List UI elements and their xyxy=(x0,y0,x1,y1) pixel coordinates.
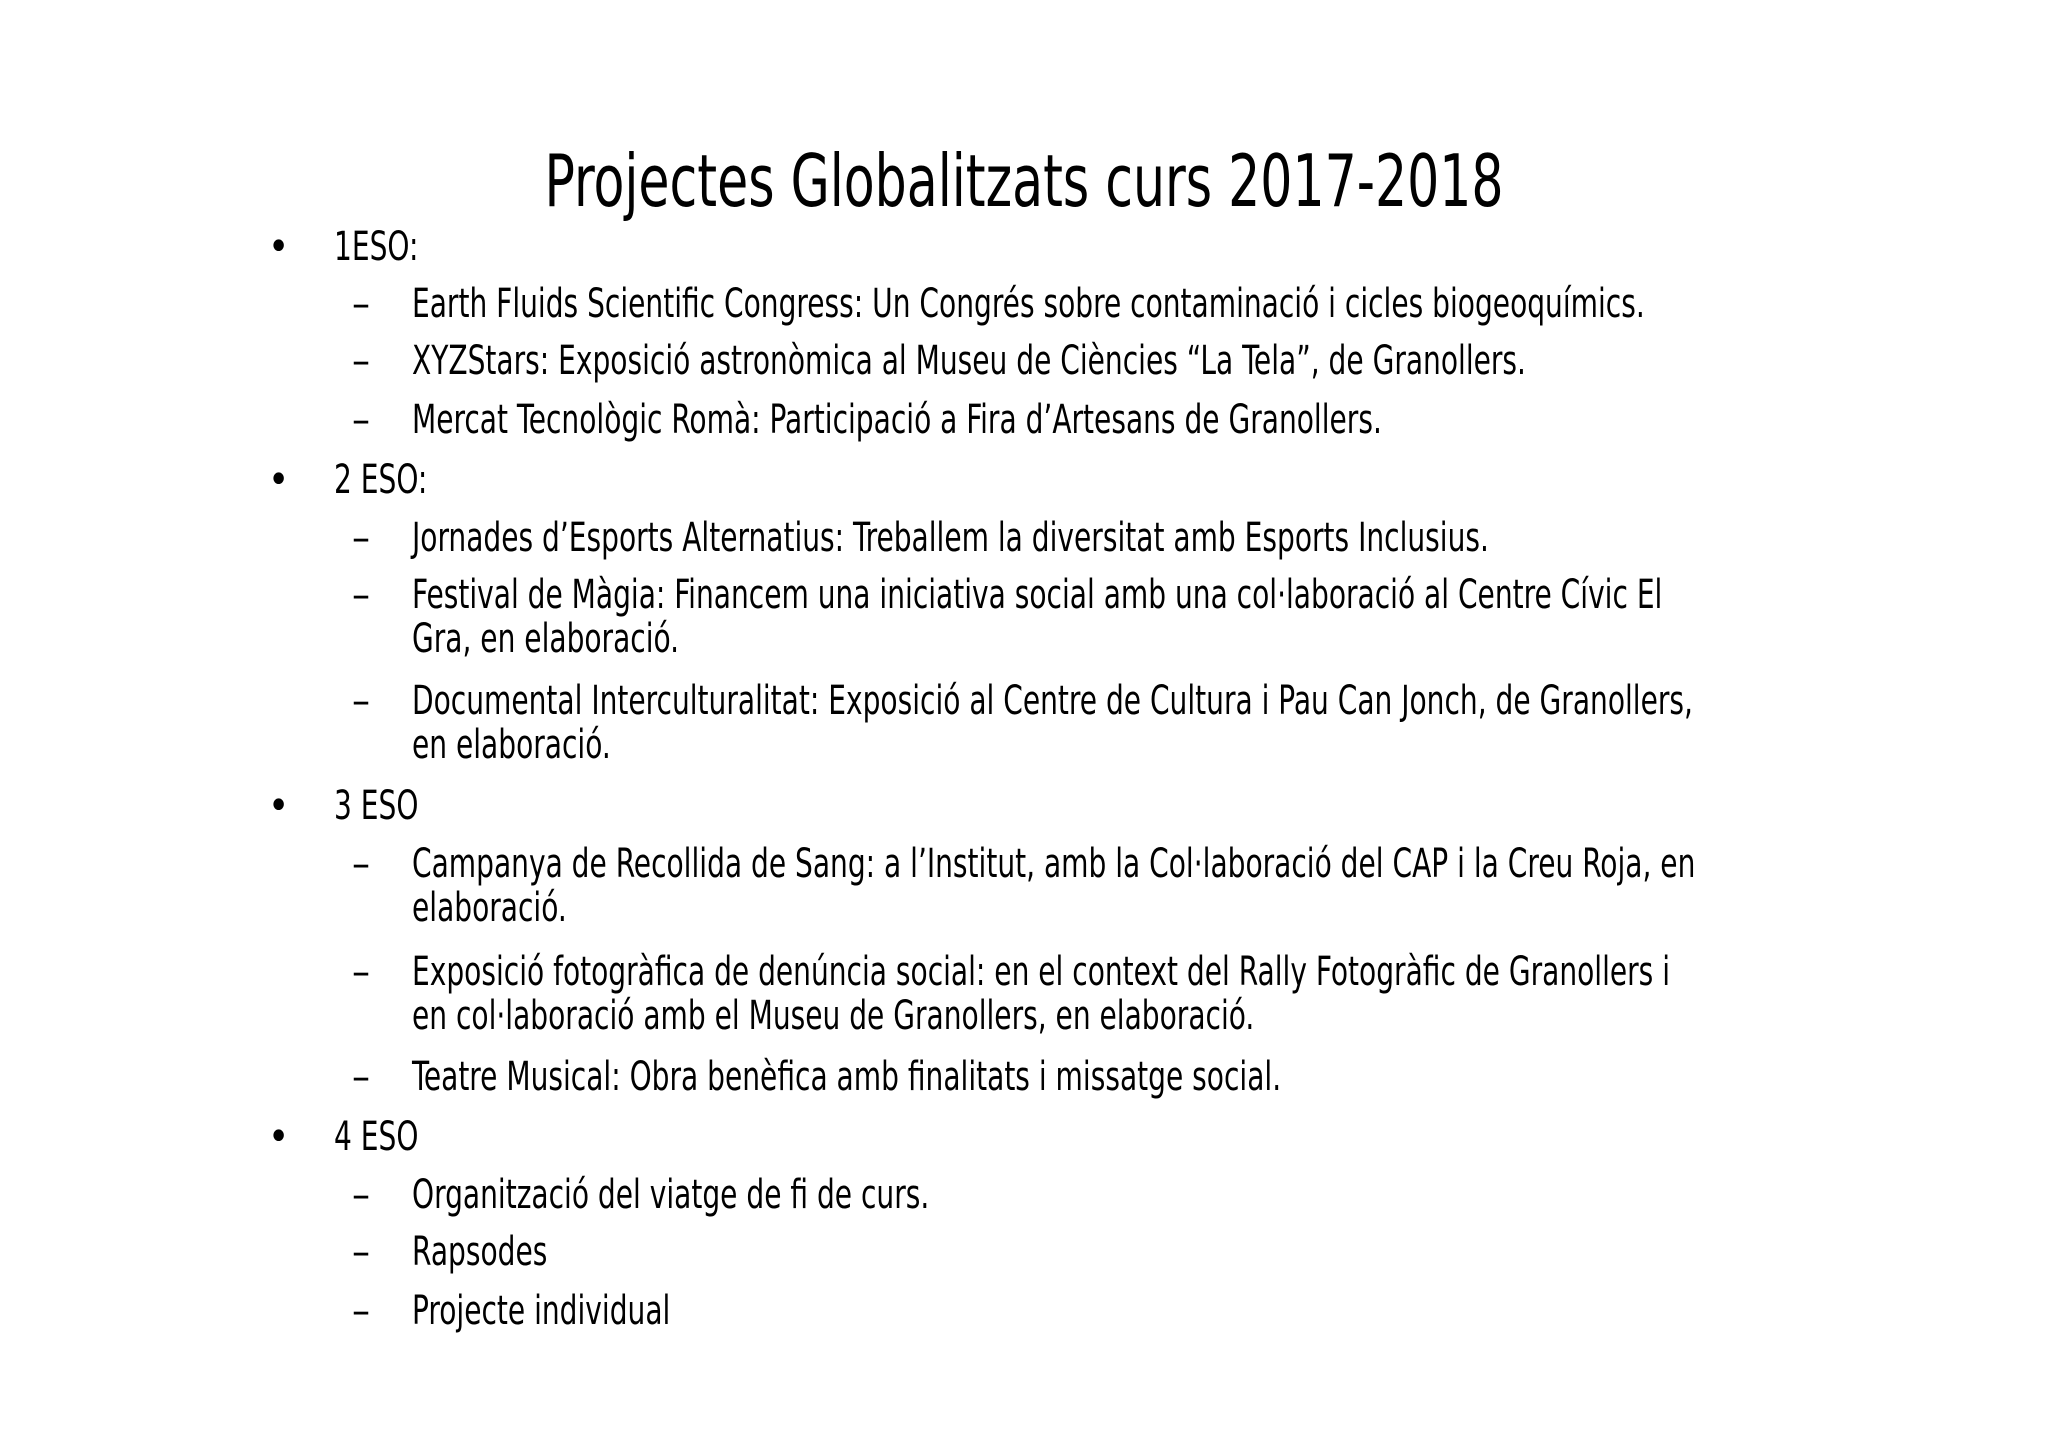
dash-icon: – xyxy=(352,949,370,995)
dash-icon: – xyxy=(352,678,370,724)
dash-icon: – xyxy=(352,1229,370,1275)
dash-icon: – xyxy=(352,515,370,561)
section-label: 4 ESO xyxy=(334,1114,419,1160)
list-item-text: Documental Interculturalitat: Exposició al Centre de Cultura i Pau Can Jonch, de Granollers, en elaboració. xyxy=(412,678,1693,768)
section-label: 2 ESO: xyxy=(334,457,428,503)
dash-icon: – xyxy=(352,1054,370,1100)
dash-icon: – xyxy=(352,338,370,384)
list-item-text: Mercat Tecnològic Romà: Participació a Fira d’Artesans de Granollers. xyxy=(412,397,1382,443)
list-item-text: XYZStars: Exposició astronòmica al Museu de Ciències “La Tela”, de Granollers. xyxy=(412,338,1526,384)
dash-icon: – xyxy=(352,281,370,327)
bullet-icon: • xyxy=(268,783,290,829)
bullet-icon: • xyxy=(268,224,290,270)
bullet-icon: • xyxy=(268,457,290,503)
list-item-text: Organització del viatge de fi de curs. xyxy=(412,1172,930,1218)
dash-icon: – xyxy=(352,572,370,618)
page-title: Projectes Globalitzats curs 2017-2018 xyxy=(544,139,1504,223)
list-item-text: Campanya de Recollida de Sang: a l’Institut, amb la Col·laboració del CAP i la Creu Roja, en elaboració. xyxy=(412,841,1696,931)
section-label: 1ESO: xyxy=(334,224,419,270)
list-item-text: Exposició fotogràfica de denúncia social: en el context del Rally Fotogràfic de Granollers i en col·laboració amb el Museu de Granollers, en elaboració. xyxy=(412,949,1671,1039)
list-item-text: Earth Fluids Scientific Congress: Un Congrés sobre contaminació i cicles biogeoquímics. xyxy=(412,281,1645,327)
list-item-text: Jornades d’Esports Alternatius: Treballem la diversitat amb Esports Inclusius. xyxy=(412,515,1489,561)
dash-icon: – xyxy=(352,1172,370,1218)
dash-icon: – xyxy=(352,841,370,887)
dash-icon: – xyxy=(352,397,370,443)
list-item-text: Rapsodes xyxy=(412,1229,548,1275)
list-item-text: Festival de Màgia: Financem una iniciativa social amb una col·laboració al Centre Cívic El Gra, en elaboració. xyxy=(412,572,1663,662)
section-label: 3 ESO xyxy=(334,783,419,829)
list-item-text: Teatre Musical: Obra benèfica amb finalitats i missatge social. xyxy=(412,1054,1282,1100)
dash-icon: – xyxy=(352,1288,370,1334)
list-item-text: Projecte individual xyxy=(412,1288,671,1334)
bullet-icon: • xyxy=(268,1114,290,1160)
